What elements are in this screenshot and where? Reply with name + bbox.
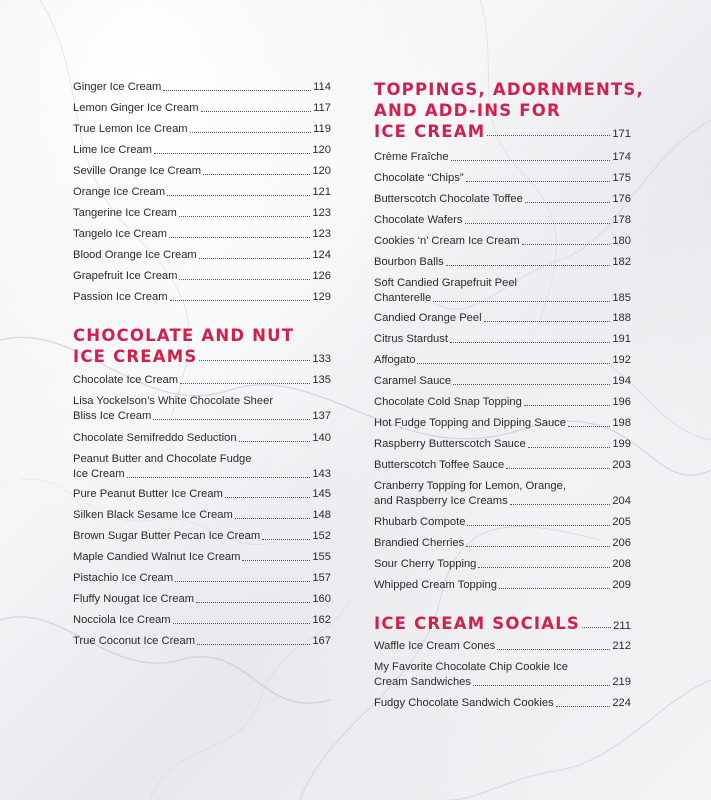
entry-title: Bourbon Balls	[374, 256, 444, 268]
dot-leader	[525, 202, 610, 203]
toc-entry[interactable]	[73, 634, 331, 649]
dot-leader	[235, 518, 311, 519]
page-number: 199	[612, 438, 631, 450]
page-number: 121	[312, 186, 331, 198]
page-number: 155	[312, 551, 331, 563]
page-number: 211	[613, 620, 631, 632]
dot-leader	[179, 279, 310, 280]
page-number: 176	[612, 193, 631, 205]
entry-title: Tangerine Ice Cream	[73, 207, 177, 219]
dot-leader	[201, 111, 312, 112]
page-number: 160	[312, 593, 331, 605]
entry-title: Bliss Ice Cream	[73, 410, 152, 422]
dot-leader	[179, 216, 310, 217]
dot-leader	[153, 419, 310, 420]
page-number: 191	[612, 333, 631, 345]
dot-leader	[484, 321, 611, 322]
dot-leader	[203, 174, 310, 175]
page-number: 203	[612, 459, 631, 471]
page-number: 174	[612, 151, 631, 163]
toc-entry[interactable]	[73, 431, 331, 446]
section-heading-ice-cream-socials[interactable]	[374, 613, 631, 634]
entry-title: Whipped Cream Topping	[374, 579, 497, 591]
page-number: 182	[612, 256, 631, 268]
dot-leader	[497, 649, 610, 650]
dot-leader	[197, 644, 310, 645]
toc-entry[interactable]	[73, 122, 331, 137]
section-heading-toppings[interactable]	[374, 79, 644, 142]
toc-entry[interactable]	[374, 395, 631, 410]
entry-title: Brown Sugar Butter Pecan Ice Cream	[73, 530, 261, 542]
toc-entry[interactable]	[73, 592, 331, 607]
toc-entry[interactable]	[374, 479, 631, 509]
toc-entry[interactable]	[374, 639, 631, 654]
dot-leader	[487, 135, 610, 136]
page-number: 114	[313, 81, 331, 93]
page-number: 129	[312, 291, 331, 303]
page-number: 212	[612, 640, 631, 652]
page-number: 124	[312, 249, 331, 261]
entry-title: Pure Peanut Butter Ice Cream	[73, 488, 223, 500]
entry-title: Sour Cherry Topping	[374, 558, 477, 570]
toc-entry[interactable]	[374, 150, 631, 165]
dot-leader	[433, 301, 610, 302]
dot-leader	[417, 363, 610, 364]
toc-entry[interactable]	[374, 536, 631, 551]
page-number: 209	[612, 579, 631, 591]
page-number: 119	[313, 123, 331, 135]
page-number: 126	[312, 270, 331, 282]
section-heading-title: ICE CREAM SOCIALS	[374, 614, 581, 633]
entry-title: Nocciola Ice Cream	[73, 614, 171, 626]
dot-leader	[262, 539, 310, 540]
page-number: 206	[612, 537, 631, 549]
page-number: 224	[612, 697, 631, 709]
toc-entry[interactable]	[374, 311, 631, 326]
page-number: 204	[612, 495, 631, 507]
section-heading-chocolate-nut[interactable]	[73, 325, 331, 367]
entry-title: Affogato	[374, 354, 416, 366]
entry-title: Pistachio Ice Cream	[73, 572, 174, 584]
entry-title: Chanterelle	[374, 292, 432, 304]
toc-entry[interactable]	[73, 394, 331, 424]
toc-entry[interactable]	[374, 332, 631, 347]
toc-entry[interactable]	[73, 185, 331, 200]
dot-leader	[167, 195, 310, 196]
page-number: 178	[612, 214, 631, 226]
toc-entry[interactable]	[73, 487, 331, 502]
toc-entry[interactable]	[374, 578, 631, 593]
dot-leader	[173, 623, 311, 624]
dot-leader	[522, 244, 611, 245]
entry-title-line: My Favorite Chocolate Chip Cookie Ice	[374, 661, 569, 673]
toc-entry[interactable]	[73, 206, 331, 221]
entry-title-line: Lisa Yockelson’s White Chocolate Sheer	[73, 395, 274, 407]
page-number: 123	[312, 207, 331, 219]
entry-title: Tangelo Ice Cream	[73, 228, 167, 240]
page-number: 192	[612, 354, 631, 366]
page-number: 167	[312, 635, 331, 647]
section-heading-line: CHOCOLATE AND NUT	[73, 326, 295, 345]
dot-leader	[170, 300, 311, 301]
dot-leader	[154, 153, 310, 154]
page-number: 152	[312, 530, 331, 542]
page-number: 194	[612, 375, 631, 387]
toc-entry[interactable]	[73, 550, 331, 565]
dot-leader	[199, 360, 310, 361]
dot-leader	[506, 468, 610, 469]
page-number: 198	[612, 417, 631, 429]
dot-leader	[568, 426, 610, 427]
toc-entry[interactable]	[374, 171, 631, 186]
dot-leader	[196, 602, 310, 603]
toc-entry[interactable]	[73, 269, 331, 284]
page-number: 123	[312, 228, 331, 240]
page-number: 117	[313, 102, 331, 114]
section-heading-line: TOPPINGS, ADORNMENTS,	[374, 80, 644, 99]
entry-title: True Coconut Ice Cream	[73, 635, 196, 647]
entry-title-line: Cranberry Topping for Lemon, Orange,	[374, 480, 566, 492]
dot-leader	[175, 581, 310, 582]
page-number: 145	[312, 488, 331, 500]
entry-title: Orange Ice Cream	[73, 186, 166, 198]
toc-entry[interactable]	[73, 452, 331, 482]
dot-leader	[466, 181, 611, 182]
toc-entry[interactable]	[374, 255, 631, 270]
dot-leader	[499, 588, 610, 589]
toc-entry[interactable]	[374, 416, 631, 431]
toc-entry[interactable]	[73, 613, 331, 628]
toc-entry[interactable]	[374, 660, 631, 690]
dot-leader	[451, 160, 611, 161]
toc-entry[interactable]	[73, 373, 331, 388]
page-number: 185	[612, 292, 631, 304]
entry-title: Butterscotch Toffee Sauce	[374, 459, 505, 471]
entry-title: Seville Orange Ice Cream	[73, 165, 202, 177]
entry-title: Chocolate “Chips”	[374, 172, 464, 184]
dot-leader	[163, 90, 311, 91]
dot-leader	[239, 441, 311, 442]
entry-title: Chocolate Wafers	[374, 214, 463, 226]
dot-leader	[556, 706, 611, 707]
toc-entry[interactable]	[73, 80, 331, 95]
page-number: 205	[612, 516, 631, 528]
toc-entry[interactable]	[73, 164, 331, 179]
entry-title: and Raspberry Ice Creams	[374, 495, 508, 507]
section-heading-title: ICE CREAM	[374, 122, 486, 141]
toc-entry[interactable]	[374, 437, 631, 452]
entry-title: Rhubarb Compote	[374, 516, 466, 528]
page-number: 196	[612, 396, 631, 408]
dot-leader	[180, 383, 310, 384]
dot-leader	[127, 477, 311, 478]
page-number: 162	[312, 614, 331, 626]
entry-title-line: Peanut Butter and Chocolate Fudge	[73, 453, 252, 465]
dot-leader	[473, 685, 610, 686]
dot-leader	[582, 627, 611, 628]
toc-entry[interactable]	[73, 248, 331, 263]
entry-title: Cookies ‘n’ Cream Ice Cream	[374, 235, 520, 247]
page-number: 180	[612, 235, 631, 247]
toc-entry[interactable]	[73, 529, 331, 544]
dot-leader	[453, 384, 610, 385]
entry-title: True Lemon Ice Cream	[73, 123, 188, 135]
dot-leader	[465, 223, 611, 224]
dot-leader	[225, 497, 310, 498]
page-number: 157	[312, 572, 331, 584]
dot-leader	[466, 546, 610, 547]
entry-title: Crème Fraîche	[374, 151, 449, 163]
toc-entry[interactable]	[73, 508, 331, 523]
entry-title: Cream Sandwiches	[374, 676, 472, 688]
dot-leader	[478, 567, 610, 568]
entry-title: Ice Cream	[73, 468, 125, 480]
entry-title: Raspberry Butterscotch Sauce	[374, 438, 526, 450]
section-heading-title: ICE CREAMS	[73, 347, 198, 366]
page-number: 188	[612, 312, 631, 324]
toc-entry[interactable]	[73, 101, 331, 116]
dot-leader	[467, 525, 610, 526]
entry-title: Chocolate Cold Snap Topping	[374, 396, 522, 408]
dot-leader	[242, 560, 310, 561]
page-number: 148	[312, 509, 331, 521]
entry-title: Lime Ice Cream	[73, 144, 152, 156]
entry-title: Maple Candied Walnut Ice Cream	[73, 551, 241, 563]
entry-title: Passion Ice Cream	[73, 291, 168, 303]
entry-title: Silken Black Sesame Ice Cream	[73, 509, 233, 521]
page-number: 175	[612, 172, 631, 184]
page-number: 219	[612, 676, 631, 688]
toc-entry[interactable]	[73, 290, 331, 305]
entry-title: Lemon Ginger Ice Cream	[73, 102, 199, 114]
page-number: 143	[312, 468, 331, 480]
dot-leader	[528, 447, 611, 448]
entry-title: Fluffy Nougat Ice Cream	[73, 593, 195, 605]
entry-title: Candied Orange Peel	[374, 312, 482, 324]
toc-entry[interactable]	[374, 276, 631, 306]
entry-title: Caramel Sauce	[374, 375, 452, 387]
entry-title: Hot Fudge Topping and Dipping Sauce	[374, 417, 566, 429]
page-number: 133	[312, 353, 331, 365]
toc-entry[interactable]	[73, 571, 331, 586]
dot-leader	[446, 265, 611, 266]
entry-title: Brandied Cherries	[374, 537, 465, 549]
page-number: 208	[612, 558, 631, 570]
entry-title: Fudgy Chocolate Sandwich Cookies	[374, 697, 554, 709]
page-number: 120	[312, 144, 331, 156]
dot-leader	[169, 237, 310, 238]
toc-entry[interactable]	[73, 143, 331, 158]
toc-entry[interactable]	[374, 353, 631, 368]
toc-entry[interactable]	[73, 227, 331, 242]
entry-title-line: Soft Candied Grapefruit Peel	[374, 277, 518, 289]
page-number: 135	[312, 374, 331, 386]
page-number: 140	[312, 432, 331, 444]
dot-leader	[450, 342, 610, 343]
entry-title: Blood Orange Ice Cream	[73, 249, 197, 261]
entry-title: Butterscotch Chocolate Toffee	[374, 193, 523, 205]
toc-entry[interactable]	[374, 515, 631, 530]
page-number: 137	[312, 410, 331, 422]
toc-entry[interactable]	[374, 192, 631, 207]
page-number: 120	[312, 165, 331, 177]
toc-entry[interactable]	[374, 374, 631, 389]
entry-title: Ginger Ice Cream	[73, 81, 162, 93]
entry-title: Grapefruit Ice Cream	[73, 270, 178, 282]
section-heading-line: AND ADD-INS FOR	[374, 101, 561, 120]
entry-title: Waffle Ice Cream Cones	[374, 640, 496, 652]
dot-leader	[190, 132, 312, 133]
dot-leader	[199, 258, 311, 259]
toc-entry[interactable]	[374, 213, 631, 228]
toc-entry[interactable]	[374, 557, 631, 572]
entry-title: Chocolate Ice Cream	[73, 374, 179, 386]
dot-leader	[524, 405, 611, 406]
entry-title: Citrus Stardust	[374, 333, 448, 345]
dot-leader	[510, 504, 611, 505]
toc-entry[interactable]	[374, 458, 631, 473]
toc-entry[interactable]	[374, 234, 631, 249]
entry-title: Chocolate Semifreddo Seduction	[73, 432, 237, 444]
page-number: 171	[612, 128, 631, 140]
toc-entry[interactable]	[374, 696, 631, 711]
